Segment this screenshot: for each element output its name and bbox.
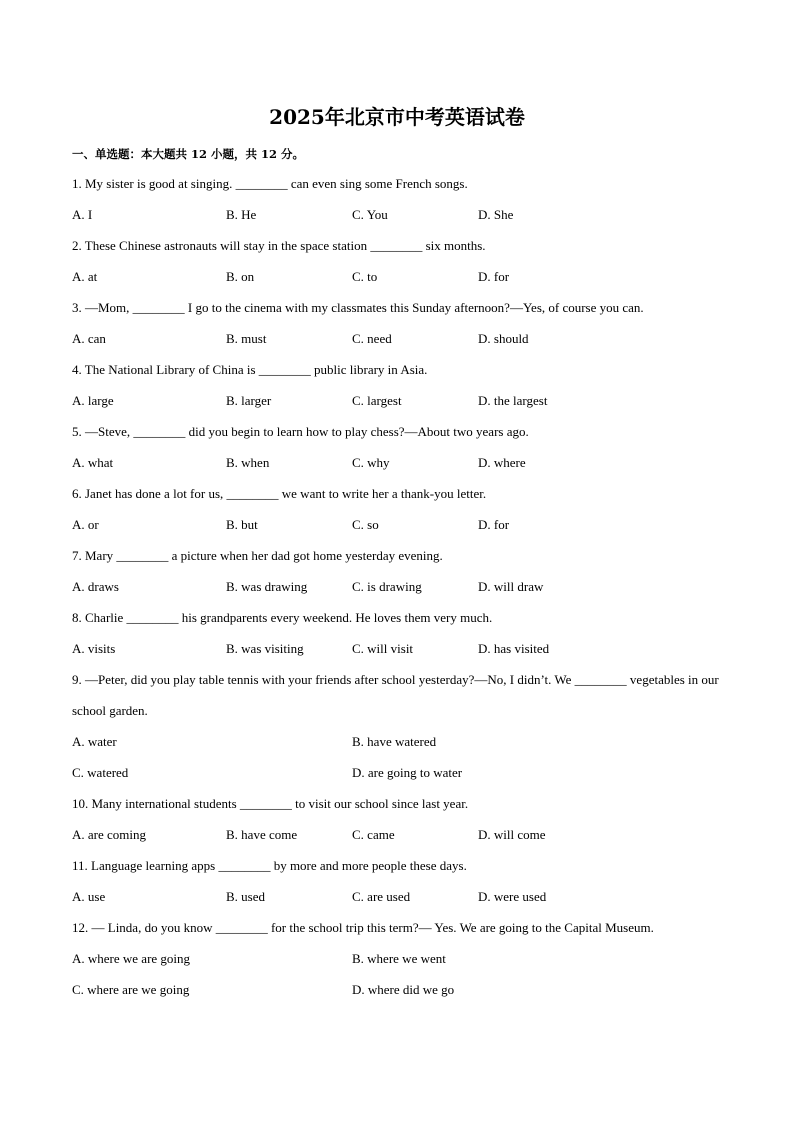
option-c[interactable]: C. so [352,517,379,532]
option-c[interactable]: C. why [352,455,390,470]
options-row [72,633,722,664]
question-12 [72,912,722,1005]
option-b[interactable]: B. where we went [352,951,446,966]
option-d[interactable]: D. where did we go [352,982,455,997]
option-c[interactable]: C. You [352,207,388,222]
option-b[interactable]: B. when [226,455,270,470]
option-d[interactable]: D. for [478,269,510,284]
option-b[interactable]: B. used [226,889,265,904]
option-c[interactable]: C. to [352,269,378,284]
option-c[interactable]: C. where are we going [72,982,190,997]
question-stem: 11. Language learning apps ________ by more and more people these days. [72,858,467,873]
question-6 [72,478,722,540]
option-d[interactable]: D. the largest [478,393,548,408]
option-b[interactable]: B. larger [226,393,272,408]
option-d[interactable]: D. for [478,517,510,532]
option-d[interactable]: D. where [478,455,526,470]
question-5 [72,416,722,478]
question-stem: 5. —Steve, ________ did you begin to learn how to play chess?—About two years ago. [72,424,529,439]
question-4 [72,354,722,416]
question-stem: 8. Charlie ________ his grandparents every weekend. He loves them very much. [72,610,493,625]
options-row [72,261,722,292]
option-a[interactable]: A. at [72,269,98,284]
option-a[interactable]: A. use [72,889,106,904]
question-stem: 6. Janet has done a lot for us, ________ we want to write her a thank-you letter. [72,486,487,501]
page-title: 2025年北京市中考英语试卷 [269,105,525,129]
question-11 [72,850,722,912]
option-d[interactable]: D. She [478,207,514,222]
question-3 [72,292,722,354]
option-b[interactable]: B. was visiting [226,641,304,656]
question-9 [72,664,722,788]
options-row [72,509,722,540]
option-a[interactable]: A. or [72,517,99,532]
question-8 [72,602,722,664]
question-10 [72,788,722,850]
option-b[interactable]: B. must [226,331,267,346]
options-row [72,757,722,788]
option-d[interactable]: D. will draw [478,579,544,594]
option-a[interactable]: A. I [72,207,93,222]
question-stem: 7. Mary ________ a picture when her dad got home yesterday evening. [72,548,443,563]
option-a[interactable]: A. can [72,331,106,346]
options-row [72,819,722,850]
option-a[interactable]: A. draws [72,579,119,594]
option-b[interactable]: B. He [226,207,257,222]
option-a[interactable]: A. where we are going [72,951,191,966]
question-list [72,168,722,1005]
option-c[interactable]: C. will visit [352,641,414,656]
option-d[interactable]: D. has visited [478,641,550,656]
option-a[interactable]: A. are coming [72,827,147,842]
question-7 [72,540,722,602]
option-c[interactable]: C. watered [72,765,129,780]
question-stem: 12. — Linda, do you know ________ for the school trip this term?— Yes. We are going to the Capital Museum. [72,920,654,935]
options-row [72,447,722,478]
question-stem: 4. The National Library of China is ________ public library in Asia. [72,362,428,377]
question-stem: 2. These Chinese astronauts will stay in the space station ________ six months. [72,238,486,253]
options-row [72,943,722,974]
option-a[interactable]: A. water [72,734,117,749]
question-1 [72,168,722,230]
options-row [72,385,722,416]
option-c[interactable]: C. came [352,827,395,842]
question-stem: 10. Many international students ________ to visit our school since last year. [72,796,469,811]
option-c[interactable]: C. is drawing [352,579,422,594]
option-c[interactable]: C. are used [352,889,411,904]
options-row [72,323,722,354]
option-b[interactable]: B. on [226,269,255,284]
option-a[interactable]: A. visits [72,641,116,656]
options-row [72,726,722,757]
option-d[interactable]: D. will come [478,827,546,842]
option-b[interactable]: B. have watered [352,734,437,749]
option-c[interactable]: C. largest [352,393,402,408]
option-b[interactable]: B. was drawing [226,579,308,594]
option-d[interactable]: D. are going to water [352,765,463,780]
option-a[interactable]: A. what [72,455,114,470]
option-b[interactable]: B. but [226,517,258,532]
option-c[interactable]: C. need [352,331,392,346]
options-row [72,199,722,230]
options-row [72,881,722,912]
option-a[interactable]: A. large [72,393,114,408]
options-row [72,974,722,1005]
question-2 [72,230,722,292]
question-stem: 1. My sister is good at singing. ________ can even sing some French songs. [72,176,468,191]
option-d[interactable]: D. were used [478,889,547,904]
options-row [72,571,722,602]
option-b[interactable]: B. have come [226,827,298,842]
question-stem: 3. —Mom, ________ I go to the cinema with my classmates this Sunday afternoon?—Yes, of course you can. [72,300,644,315]
section-heading: 一、单选题：本大题共 12 小题，共 12 分。 [72,147,305,161]
question-stem: 9. —Peter, did you play table tennis with your friends after school yesterday?—No, I didn’t. We ________ vegetables in our school garden. [72,672,719,718]
option-d[interactable]: D. should [478,331,529,346]
